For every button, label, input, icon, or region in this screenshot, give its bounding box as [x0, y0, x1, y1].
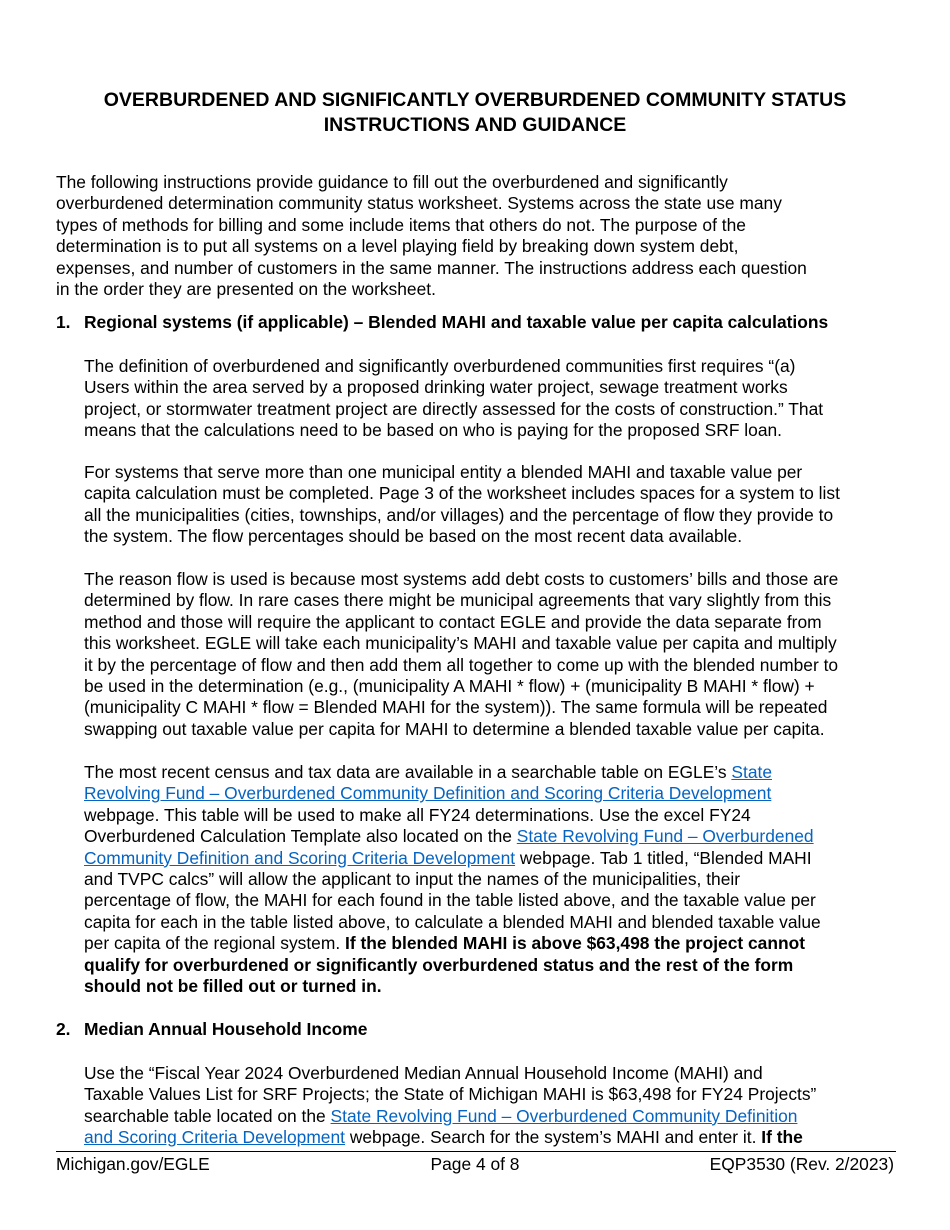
- text-run: webpage. Tab 1 titled, “Blended MAHI: [515, 847, 812, 868]
- text-run: capita calculation must be completed. Page 3 of the worksheet includes spaces for a system to list: [84, 483, 840, 504]
- text-line: [56, 193, 807, 214]
- text-line: [84, 848, 821, 869]
- text-run: and TVPC calcs” will allow the applicant to input the names of the municipalities, their: [84, 868, 741, 889]
- bold-text: If the blended MAHI is above $63,498 the project cannot: [345, 933, 805, 954]
- text-line: [84, 955, 821, 976]
- text-run: overburdened determination community status worksheet. Systems across the state use many: [56, 193, 782, 214]
- text-line: [84, 1063, 816, 1084]
- text-line: [84, 783, 821, 804]
- text-run: webpage. Search for the system’s MAHI and enter it.: [345, 1127, 762, 1148]
- text-run: determined by flow. In rare cases there might be municipal agreements that vary slightly from this: [84, 590, 832, 611]
- text-run: method and those will require the applicant to contact EGLE and provide the data separate from: [84, 611, 822, 632]
- text-run: in the order they are presented on the worksheet.: [56, 278, 436, 299]
- text-line: [84, 912, 821, 933]
- intro: [56, 172, 807, 300]
- text-run: webpage. This table will be used to make all FY24 determinations. Use the excel FY24: [84, 804, 751, 825]
- text-line: [84, 676, 838, 697]
- footer-page-number: Page 4 of 8: [430, 1154, 520, 1174]
- s1p2: [84, 462, 840, 548]
- text-line: [56, 258, 807, 279]
- text-run: The most recent census and tax data are available in a searchable table on EGLE’s: [84, 762, 732, 782]
- text-line: [84, 762, 821, 783]
- text-run: the system. The flow percentages should be based on the most recent data available.: [84, 526, 743, 547]
- text-run: searchable table located on the: [84, 1105, 331, 1126]
- footer-website: Michigan.gov/EGLE: [56, 1154, 210, 1174]
- text-run: Overburdened Calculation Template also located on the: [84, 826, 517, 847]
- text-line: [84, 612, 838, 633]
- bold-text: should not be filled out or turned in.: [84, 975, 382, 996]
- text-line: [84, 377, 823, 398]
- text-line: [84, 805, 821, 826]
- text-run: swapping out taxable value per capita for MAHI to determine a blended taxable value per capita.: [84, 718, 825, 739]
- footer-divider: [56, 1151, 896, 1152]
- text-line: [84, 505, 840, 526]
- s1p4: [84, 762, 821, 997]
- text-line: [56, 279, 807, 300]
- srf-webpage-link[interactable]: State: [731, 762, 772, 782]
- footer-form-id: EQP3530 (Rev. 2/2023): [709, 1154, 894, 1174]
- section-heading: Median Annual Household Income: [84, 1019, 368, 1039]
- text-line: [84, 633, 838, 654]
- text-line: [56, 236, 807, 257]
- text-line: [56, 215, 807, 236]
- section2-heading: [56, 1019, 367, 1040]
- text-line: [84, 719, 838, 740]
- text-line: [84, 356, 823, 377]
- text-line: [84, 976, 821, 997]
- text-run: determination is to put all systems on a level playing field by breaking down system debt,: [56, 236, 739, 257]
- text-run: The definition of overburdened and significantly overburdened communities first requires “(a): [84, 356, 796, 376]
- text-run: types of methods for billing and some include items that others do not. The purpose of the: [56, 214, 746, 235]
- bold-text: qualify for overburdened or significantly overburdened status and the rest of the form: [84, 954, 794, 975]
- text-line: [84, 1084, 816, 1105]
- text-line: [84, 1127, 816, 1148]
- text-run: (municipality C MAHI * flow = Blended MAHI for the system)). The same formula will be repeated: [84, 697, 828, 718]
- text-line: [84, 890, 821, 911]
- s1p1: [84, 356, 823, 442]
- page-title: [0, 88, 950, 138]
- text-run: The following instructions provide guidance to fill out the overburdened and significantly: [56, 172, 728, 192]
- title-line-2: INSTRUCTIONS AND GUIDANCE: [323, 114, 627, 136]
- text-run: this worksheet. EGLE will take each municipality’s MAHI and taxable value per capita and multiply: [84, 633, 837, 654]
- srf-webpage-link[interactable]: Revolving Fund – Overburdened Community Definition and Scoring Criteria Development: [84, 783, 772, 804]
- section-heading: Regional systems (if applicable) – Blended MAHI and taxable value per capita calculations: [84, 312, 829, 332]
- text-run: it by the percentage of flow and then add them all together to come up with the blended number to: [84, 654, 839, 675]
- section-number: 1.: [56, 312, 71, 332]
- text-line: [56, 172, 807, 193]
- srf-webpage-link[interactable]: State Revolving Fund – Overburdened: [516, 826, 814, 847]
- srf-webpage-link[interactable]: Community Definition and Scoring Criteria Development: [84, 847, 516, 868]
- section-number: 2.: [56, 1019, 71, 1039]
- text-line: [84, 697, 838, 718]
- srf-webpage-link[interactable]: and Scoring Criteria Development: [84, 1127, 345, 1148]
- text-line: [84, 420, 823, 441]
- text-line: [84, 526, 840, 547]
- text-run: percentage of flow, the MAHI for each found in the table listed above, and the taxable value per: [84, 890, 816, 911]
- text-line: [84, 1106, 816, 1127]
- text-run: all the municipalities (cities, townships, and/or villages) and the percentage of flow they provide to: [84, 504, 834, 525]
- text-line: [84, 462, 840, 483]
- text-run: project, or stormwater treatment project are directly assessed for the costs of construction.” That: [84, 398, 824, 419]
- text-run: The reason flow is used is because most systems add debt costs to customers’ bills and those are: [84, 569, 839, 589]
- text-line: [84, 933, 821, 954]
- text-line: [84, 655, 838, 676]
- text-run: per capita of the regional system.: [84, 933, 345, 954]
- text-run: Use the “Fiscal Year 2024 Overburdened Median Annual Household Income (MAHI) and: [84, 1063, 763, 1083]
- bold-text: If the: [761, 1127, 803, 1148]
- srf-webpage-link[interactable]: State Revolving Fund – Overburdened Community Definition: [330, 1105, 798, 1126]
- s2p1: [84, 1063, 816, 1149]
- text-run: Taxable Values List for SRF Projects; the State of Michigan MAHI is $63,498 for FY24 Projects”: [84, 1084, 817, 1105]
- text-line: [84, 590, 838, 611]
- text-line: [84, 399, 823, 420]
- text-line: [84, 869, 821, 890]
- text-run: Users within the area served by a proposed drinking water project, sewage treatment works: [84, 377, 788, 398]
- text-run: capita for each in the table listed above, to calculate a blended MAHI and blended taxable value: [84, 911, 821, 932]
- text-line: [84, 569, 838, 590]
- title-line-1: OVERBURDENED AND SIGNIFICANTLY OVERBURDENED COMMUNITY STATUS: [103, 89, 847, 111]
- text-line: [84, 483, 840, 504]
- section1-heading: [56, 312, 828, 333]
- text-run: be used in the determination (e.g., (municipality A MAHI * flow) + (municipality B MAHI * flow) +: [84, 675, 815, 696]
- s1p3: [84, 569, 838, 740]
- text-run: means that the calculations need to be based on who is paying for the proposed SRF loan.: [84, 420, 783, 441]
- text-run: expenses, and number of customers in the same manner. The instructions address each question: [56, 257, 807, 278]
- text-line: [84, 826, 821, 847]
- text-run: For systems that serve more than one municipal entity a blended MAHI and taxable value per: [84, 462, 803, 482]
